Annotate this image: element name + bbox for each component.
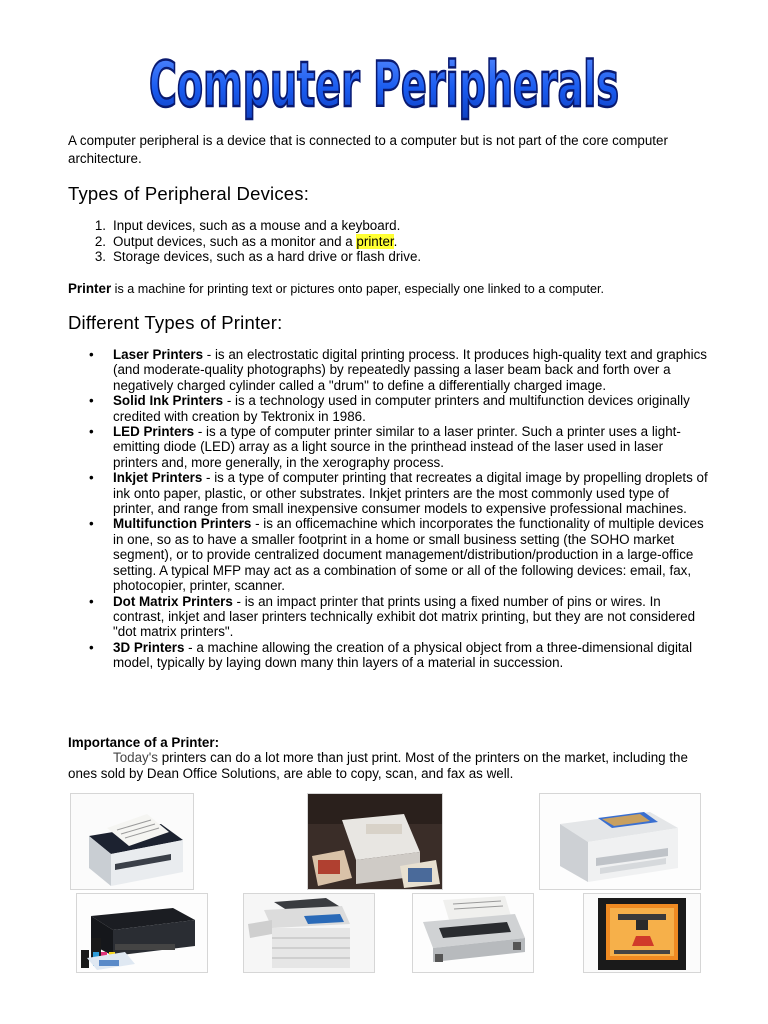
title-text: Computer Peripherals [149, 48, 619, 121]
dot-matrix-printer-image [412, 893, 534, 973]
importance-label: Importance of a Printer: [68, 735, 220, 750]
importance-text: Today's printers can do a lot more than just print. Most of the printers on the market, including the ones sold by Dean Office Solutions, are able to copy, scan, and fax as well. [68, 750, 688, 781]
printer-type-inkjet: • Inkjet Printers - is a type of computer printing that recreates a digital image by propelling droplets of ink onto paper, plastic, or other substrates. Inkjet printers are the most commonly used type of printer, and range from small inexpensive consumer models to expensive professional machines. [68, 470, 708, 516]
intro-paragraph: A computer peripheral is a device that is connected to a computer but is not part of the core computer architecture. [68, 133, 668, 166]
highlighted-printer: printer [356, 233, 394, 249]
list-number: 3. [94, 249, 106, 264]
printer-type-solid-ink: • Solid Ink Printers - is a technology used in computer printers and multifunction devices originally credited with creation by Tektronix in 1986. [68, 393, 708, 424]
printer-definition: Printer is a machine for printing text or pictures onto paper, especially one linked to a computer. [68, 281, 605, 296]
list-text: Output devices, such as a monitor and a printer. [113, 233, 398, 249]
laser-printer-image [70, 793, 194, 890]
list-item [68, 249, 708, 265]
printer-type-dot-matrix: • Dot Matrix Printers - is an impact printer that prints using a fixed number of pins or wires. In contrast, inkjet and laser printers technically exhibit dot matrix printing, but they are not considered "dot matrix printers". [68, 594, 708, 640]
list-number: 1. [94, 218, 106, 233]
printer-term: Printer [68, 281, 112, 296]
printer-types-list [68, 347, 708, 671]
page-title [0, 28, 768, 120]
printer-type-led: • LED Printers - is a type of computer printer similar to a laser printer. Such a printer uses a light-emitting diode (LED) array as a light source in the printhead instead of the laser used in laser printers and, more generally, in the xerography process. [68, 424, 708, 470]
list-text: Storage devices, such as a hard drive or flash drive. [113, 249, 422, 264]
list-number: 2. [94, 233, 106, 249]
importance-section [68, 735, 708, 781]
title-wordart [104, 28, 664, 120]
multifunction-printer-image [243, 893, 375, 973]
printer-types-heading: Different Types of Printer: [68, 312, 283, 333]
peripheral-types-list [68, 218, 708, 265]
printer-type-laser: • Laser Printers - is an electrostatic digital printing process. It produces high-quality text and graphics (and moderate-quality photographs) by repeatedly passing a laser beam back and forth over a negatively charged cylinder called a "drum" to define a differentially charged image. [68, 347, 708, 393]
solid-ink-printer-image [307, 793, 443, 890]
list-item [68, 234, 708, 250]
printer-type-multifunction: • Multifunction Printers - is an officemachine which incorporates the functionality of multiple devices in one, so as to have a smaller footprint in a home or small business setting (the SOHO market segment), or to provide centralized document management/distribution/production in a large-office setting. A typical MFP may act as a combination of some or all of the following devices: email, fax, photocopier, printer, scanner. [68, 516, 708, 593]
printer-type-3d: • 3D Printers - a machine allowing the creation of a physical object from a three-dimensional digital model, typically by laying down many thin layers of a material in succession. [68, 640, 708, 671]
inkjet-printer-image [76, 893, 208, 973]
3d-printer-image [583, 893, 701, 973]
led-printer-image [539, 793, 701, 890]
list-text: Input devices, such as a mouse and a keyboard. [113, 218, 401, 233]
list-item [68, 218, 708, 234]
types-heading: Types of Peripheral Devices: [68, 183, 310, 204]
